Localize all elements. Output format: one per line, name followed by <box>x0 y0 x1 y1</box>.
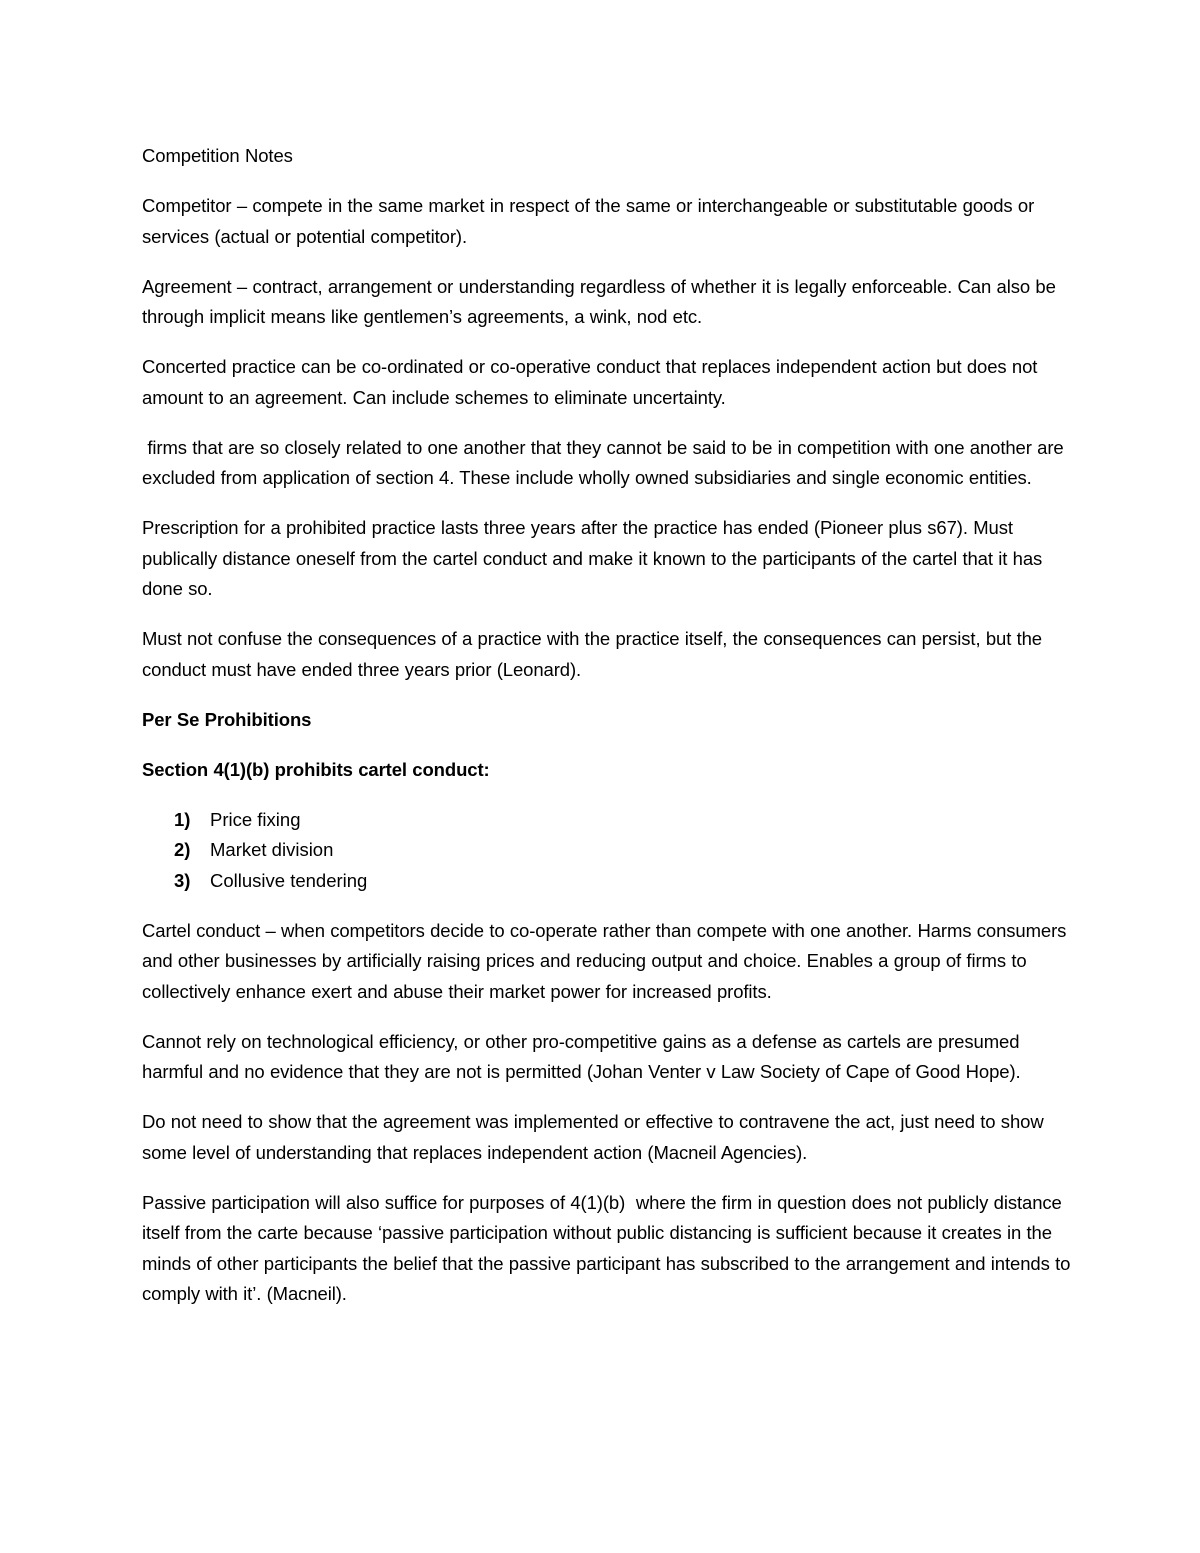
heading-section-4-1-b: Section 4(1)(b) prohibits cartel conduct: <box>142 758 490 780</box>
paragraph-concerted-practice: Concerted practice can be co-ordinated or co-operative conduct that replaces independent action but does not amount to an agreement. Can include schemes to eliminate uncertainty. <box>142 356 1038 408</box>
heading-per-se-prohibitions: Per Se Prohibitions <box>142 708 312 730</box>
list-item-number: 2) <box>174 839 191 860</box>
paragraph-consequences: Must not confuse the consequences of a practice with the practice itself, the consequences can persist, but the conduct must have ended three years prior (Leonard). <box>142 628 1042 680</box>
list-item <box>142 866 1072 897</box>
paragraph-agreement: Agreement – contract, arrangement or understanding regardless of whether it is legally enforceable. Can also be through implicit means like gentlemen’s agreements, a wink, nod etc. <box>142 275 1056 327</box>
list-item-text: Price fixing <box>210 808 301 830</box>
list-item-text: Market division <box>210 839 334 860</box>
document-title: Competition Notes <box>142 145 293 166</box>
paragraph-competitor: Competitor – compete in the same market in respect of the same or interchangeable or substitutable goods or services (actual or potential competitor). <box>142 195 1035 247</box>
paragraph-implementation-not-required: Do not need to show that the agreement was implemented or effective to contravene the act, just need to show some level of understanding that replaces independent action (Macneil Agencies). <box>142 1111 1044 1163</box>
paragraph-related-firms: firms that are so closely related to one another that they cannot be said to be in competition with one another are excluded from application of section 4. These include wholly owned subsidiaries and single economic entities. <box>142 436 1069 488</box>
paragraph-passive-participation: Passive participation will also suffice for purposes of 4(1)(b) where the firm in question does not publicly distance itself from the carte because ‘passive participation without public distancing is sufficient because it creates in the minds of other participants the belief that the passive participant has subscribed to the arrangement and intends to comply with it’. (Macneil). <box>142 1191 1076 1304</box>
paragraph-prescription: Prescription for a prohibited practice lasts three years after the practice has ended (Pioneer plus s67). Must publically distance oneself from the cartel conduct and make it known to the participants of the cartel that it has done so. <box>142 517 1043 599</box>
list-item <box>142 805 1072 836</box>
cartel-conduct-list <box>142 805 1072 897</box>
list-item-text: Collusive tendering <box>210 869 368 891</box>
list-item <box>142 835 1072 866</box>
paragraph-no-efficiency-defense: Cannot rely on technological efficiency, or other pro-competitive gains as a defense as cartels are presumed harmful and no evidence that they are not is permitted (Johan Venter v Law Society of Cape of Good Hope). <box>142 1030 1021 1082</box>
list-item-number: 3) <box>174 869 191 891</box>
paragraph-cartel-conduct: Cartel conduct – when competitors decide to co-operate rather than compete with one another. Harms consumers and other businesses by artificially raising prices and reducing output and choice. Enables a group of firms to collectively enhance exert and abuse their market power for increased profits. <box>142 919 1067 1002</box>
list-item-number: 1) <box>174 808 191 830</box>
document-body <box>142 141 1076 1329</box>
